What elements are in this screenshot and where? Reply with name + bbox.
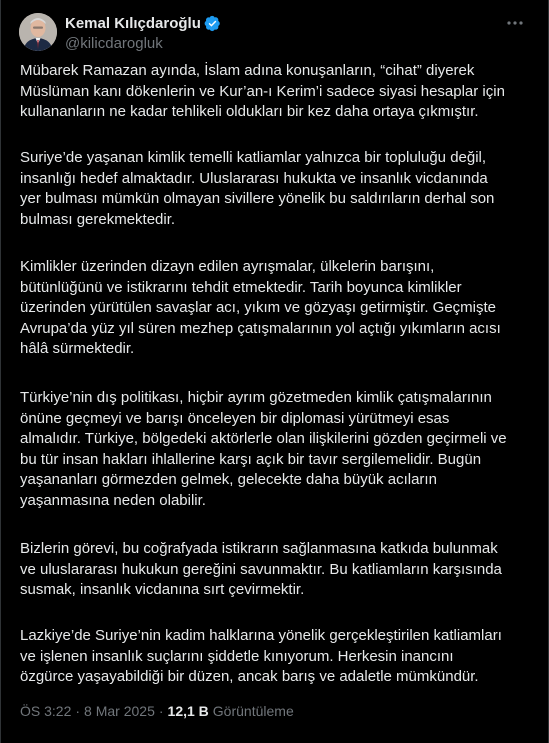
paragraph (20, 626, 502, 688)
tweet-time[interactable]: ÖS 3:22 (20, 703, 72, 719)
text-line: ve uluslararası hukukun gereğini savunmaktır. Bu katliamların karşısında (20, 560, 502, 578)
meta-separator: · (75, 703, 81, 719)
paragraph (20, 539, 502, 601)
text-line: Avrupa’da yüz yıl süren mezhep çatışmalarının yol açtığı yıkımların acısı (20, 319, 501, 337)
author-handle[interactable]: @kilicdarogluk (65, 35, 163, 52)
author-display-name[interactable]: Kemal Kılıçdaroğlu (65, 14, 201, 32)
paragraph (20, 388, 507, 511)
text-line: Mübarek Ramazan ayında, İslam adına konuşanların, “cihat” diyerek (20, 62, 475, 79)
author-identity (65, 14, 221, 52)
paragraph (20, 61, 505, 123)
text-line: susmak, insanlık vicdanına sırt çevirmektir. (20, 581, 305, 598)
text-line: yer bulması mümkün olmayan sivillere yönelik bu saldırıların derhal son (20, 190, 495, 207)
text-line: insanlığı hedef almaktadır. Uluslararası hukukta ve insanlık vicdanında (20, 169, 488, 187)
views-label: Görüntüleme (212, 703, 294, 719)
more-options-icon[interactable] (503, 13, 527, 33)
text-line: kullananların ne kadar tehlikeli oldukları bir kez daha ortaya çıkmıştır. (20, 103, 479, 120)
tweet-date[interactable]: 8 Mar 2025 (84, 703, 155, 719)
avatar-image (19, 13, 57, 51)
tweet-meta (20, 703, 294, 719)
text-line: yaşanmasına neden olabilir. (20, 491, 206, 509)
text-line: Kimlikler üzerinden dizayn edilen ayrışmalar, ülkelerin barışını, (20, 258, 435, 275)
text-line: Müslüman kanı dökenlerin ve Kur’an-ı Kerim’i sadece siyasi hesaplar için (20, 82, 505, 100)
paragraph (20, 257, 501, 360)
name-row (65, 14, 221, 32)
text-line: üzerinden yürütülen savaşlar acı, yıkım ve gözyaşı getirmiştir. Geçmişte (20, 299, 497, 316)
text-line: bulması gerekmektedir. (20, 210, 176, 228)
text-line: Suriye’de yaşanan kimlik temelli katliamlar yalnızca bir topluluğu değil, (20, 149, 487, 166)
paragraph (20, 148, 494, 230)
text-line: bu tür insan hakları ihlallerine karşı açık bir tavır sergilemelidir. Bugün (20, 450, 482, 468)
text-line: Lazkiye’de Suriye’nin kadim halklarına yönelik gerçekleştirilen katliamları (20, 627, 502, 644)
avatar[interactable] (19, 13, 57, 51)
text-line: özgürce yaşayabildiği bir düzen, ancak barış ve adaletle mümkündür. (20, 668, 479, 685)
views-count[interactable]: 12,1 B (167, 703, 209, 719)
text-line: yaşananları görmezden gelmek, gelecekte daha büyük acıların (20, 471, 437, 488)
text-line: Türkiye’nin dış politikası, hiçbir ayrım gözetmeden kimlik çatışmalarının (20, 389, 492, 406)
tweet-header (19, 11, 532, 55)
verified-badge-icon (204, 15, 221, 32)
text-line: bütünlüğünü ve istikrarını tehdit etmektedir. Tarih boyunca kimlikler (20, 278, 462, 296)
text-line: önüne geçmeyi ve barışı önceleyen bir diplomasi yürütmeyi esas (20, 409, 450, 427)
text-line: almalıdır. Türkiye, bölgedeki aktörlerle olan ilişkilerini gözden geçirmeli ve (20, 430, 507, 447)
text-line: ve işlenen insanlık suçlarını şiddetle kınıyorum. Herkesin inancını (20, 647, 454, 665)
text-line: Bizlerin görevi, bu coğrafyada istikrarın sağlanmasına katkıda bulunmak (20, 540, 498, 557)
meta-separator: · (158, 703, 164, 719)
text-line: hâlâ sürmektedir. (20, 340, 135, 357)
